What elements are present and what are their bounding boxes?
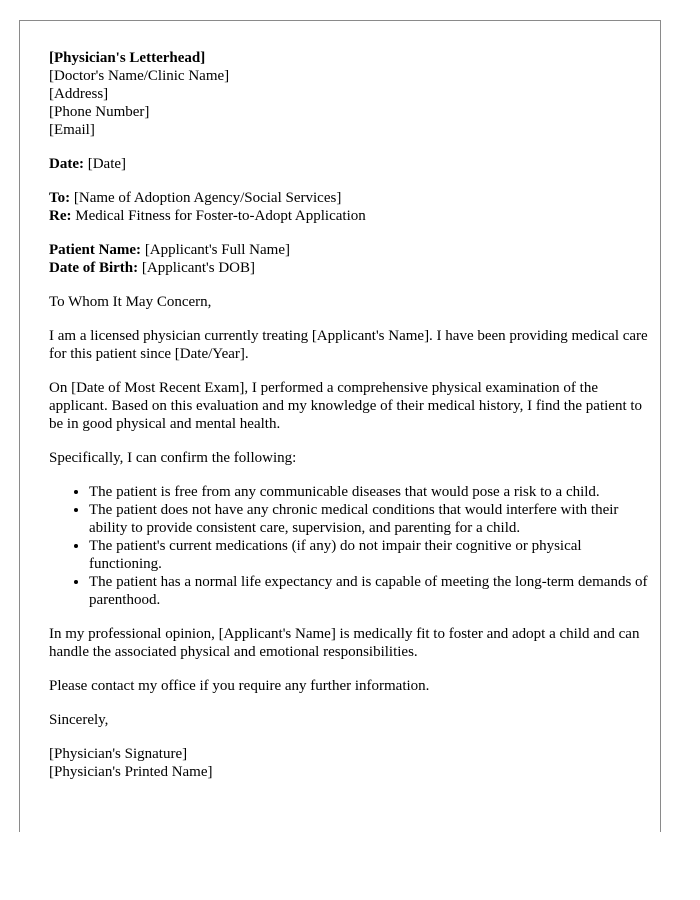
paragraph-opinion: In my professional opinion, [Applicant's Name] is medically fit to foster and adopt a child and can handle the associated physical and emotional responsibilities. xyxy=(49,626,640,660)
letterhead-block xyxy=(49,49,650,139)
date-line xyxy=(49,155,650,173)
paragraph-contact: Please contact my office if you require any further information. xyxy=(49,678,430,694)
patient-dob-label: Date of Birth: xyxy=(49,260,139,276)
valediction: Sincerely, xyxy=(49,712,109,728)
date-value: [Date] xyxy=(83,156,127,172)
letterhead-address: [Address] xyxy=(49,86,109,102)
paragraph-examination: On [Date of Most Recent Exam], I performed a comprehensive physical examination of the applicant. Based on this evaluation and my knowledge of their medical history, I find the patient to be in good physical and mental health. xyxy=(49,380,643,432)
date-label: Date: xyxy=(49,156,84,172)
salutation: To Whom It May Concern, xyxy=(49,294,212,310)
patient-name-value: [Applicant's Full Name] xyxy=(141,242,290,258)
patient-dob-line xyxy=(49,259,650,277)
paragraph-treatment: I am a licensed physician currently treating [Applicant's Name]. I have been providing medical care for this patient since [Date/Year]. xyxy=(49,328,648,362)
re-label: Re: xyxy=(49,208,72,224)
recipient-block xyxy=(49,189,650,225)
patient-name-label: Patient Name: xyxy=(49,242,142,258)
list-item: • The patient has a normal life expectancy and is capable of meeting the long-term demands of parenthood. xyxy=(89,573,650,609)
printed-name-line: [Physician's Printed Name] xyxy=(49,764,213,780)
list-item: • The patient's current medications (if any) do not impair their cognitive or physical functioning. xyxy=(89,537,650,573)
signature-line: [Physician's Signature] xyxy=(49,746,188,762)
confirmation-list xyxy=(49,483,650,609)
letterhead-doctor-name: [Doctor's Name/Clinic Name] xyxy=(49,68,230,84)
paragraph-confirm-intro: Specifically, I can confirm the following: xyxy=(49,450,297,466)
letter-page xyxy=(19,20,661,832)
re-value: Medical Fitness for Foster-to-Adopt Application xyxy=(71,208,366,224)
list-item: • The patient is free from any communicable diseases that would pose a risk to a child. xyxy=(89,483,650,501)
to-label: To: xyxy=(49,190,71,206)
to-value: [Name of Adoption Agency/Social Services] xyxy=(70,190,342,206)
signature-block xyxy=(49,745,650,781)
letterhead-phone: [Phone Number] xyxy=(49,104,150,120)
letterhead-email: [Email] xyxy=(49,122,95,138)
list-item: • The patient does not have any chronic medical conditions that would interfere with their ability to provide consistent care, supervision, and parenting for a child. xyxy=(89,501,650,537)
letterhead-title: [Physician's Letterhead] xyxy=(49,50,206,66)
patient-name-line xyxy=(49,241,650,259)
patient-block xyxy=(49,241,650,277)
patient-dob-value: [Applicant's DOB] xyxy=(138,260,256,276)
to-line xyxy=(49,189,650,207)
re-line xyxy=(49,207,650,225)
